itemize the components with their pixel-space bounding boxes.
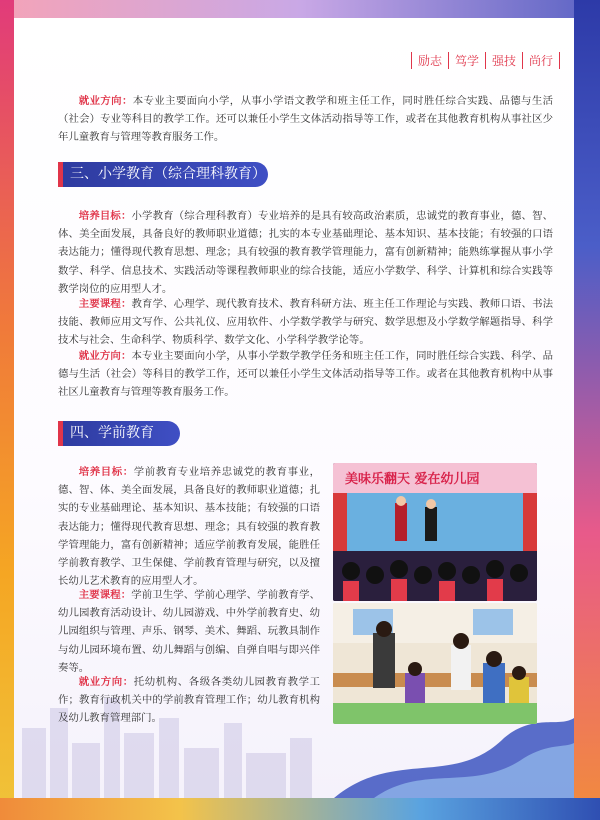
section-4-employment xyxy=(58,673,320,728)
stage-scene xyxy=(333,463,537,601)
section-3-heading xyxy=(58,162,268,187)
motto-item: 笃学 xyxy=(448,52,485,69)
motto-item: 励志 xyxy=(411,52,448,69)
classroom-scene xyxy=(333,603,537,724)
goal-text: 学前教育专业培养忠诚党的教育事业，德、智、体、美全面发展，具备良好的教师职业道德；扎实的专业基础理论、基本知识、基本技能；有较强的口语表达能力；懂得现代教育思想、理念；具有较强的教育教学管理能力，富有创新精神；适应学前教育发展，能胜任学前教育教学、卫生保健、学前教育管理与研究，以及擅长幼儿艺术教育的应用型人才。 xyxy=(58,466,321,588)
section-3-courses xyxy=(58,295,553,350)
courses-label: 主要课程： xyxy=(78,589,132,601)
section-3-title: 三、小学教育（综合理科教育） xyxy=(70,166,266,182)
motto-item: 尚行 xyxy=(522,52,560,69)
right-color-band xyxy=(574,0,600,820)
employment-text: 托幼机构、各级各类幼儿园教育教学工作；教育行政机关中的学前教育管理工作；幼儿教育机构及幼儿教育管理部门。 xyxy=(58,676,321,725)
employment-text: 本专业主要面向小学，从事小学语文教学和班主任工作，同时胜任综合实践、品德与生活（社会）专业等科目的教学工作。还可以兼任小学生文体活动指导等工作，或者在其他教育机构从事社区少年儿童教育与管理等教育服务工作。 xyxy=(58,95,554,144)
employment-label: 就业方向： xyxy=(78,95,133,107)
bottom-color-band xyxy=(0,798,600,820)
top-color-band xyxy=(0,0,600,18)
section-3-employment xyxy=(58,347,553,402)
courses-text: 教育学、心理学、现代教育技术、教育科研方法、班主任工作理论与实践、教师口语、书法技能、教师应用文写作、公共礼仪、应用软件、小学数学教学与研究、数学思想及小学数学解题指导、科学技术与社会、生命科学、物质科学、数学文化、小学科学教学论等。 xyxy=(58,298,554,347)
kindergarten-performance-photo xyxy=(333,463,537,601)
section-4-courses xyxy=(58,586,320,677)
section-4-goal xyxy=(58,463,320,590)
intro-employment xyxy=(58,92,553,147)
goal-text: 小学教育（综合理科教育）专业培养的是具有较高政治素质，忠诚党的教育事业，德、智、体、美全面发展，具备良好的教师职业道德；扎实的本专业基础理论、基本知识、基本技能；有较强的口语表达能力；懂得现代教育思想、理念；具有较强的教育教学管理能力，富有创新精神；能熟练掌握从事小学数学、科学、信息技术、实践活动等课程教师职业的综合技能，适应小学数学、科学、计算机和综合实践等教学岗位的应用型人才。 xyxy=(58,210,554,295)
kindergarten-classroom-photo xyxy=(333,603,537,724)
section-4-heading xyxy=(58,421,180,446)
employment-text: 本专业主要面向小学，从事小学数学教学任务和班主任工作，同时胜任综合实践、科学、品德与生活（社会）等科目的教学工作，还可以兼任小学生文体活动指导等工作。或者在其他教育机构中从事社区儿童教育与管理等教育服务工作。 xyxy=(58,350,554,399)
section-4-title: 四、学前教育 xyxy=(70,425,154,441)
courses-label: 主要课程： xyxy=(78,298,132,310)
goal-label: 培养目标： xyxy=(78,466,134,478)
left-color-band xyxy=(0,0,14,820)
section-3-goal xyxy=(58,207,553,298)
courses-text: 学前卫生学、学前心理学、学前教育学、幼儿园教育活动设计、幼儿园游戏、中外学前教育史、幼儿园组织与管理、声乐、钢琴、美术、舞蹈、玩教具制作与幼儿园环境布置、幼儿舞蹈与创编、自弹自唱与即兴伴奏等。 xyxy=(58,589,321,674)
motto-item: 强技 xyxy=(485,52,522,69)
photo-banner-text: 美味乐翻天 爱在幼儿园 xyxy=(345,472,480,487)
employment-label: 就业方向： xyxy=(78,676,134,688)
goal-label: 培养目标： xyxy=(78,210,132,222)
school-motto xyxy=(411,52,560,69)
employment-label: 就业方向： xyxy=(78,350,132,362)
